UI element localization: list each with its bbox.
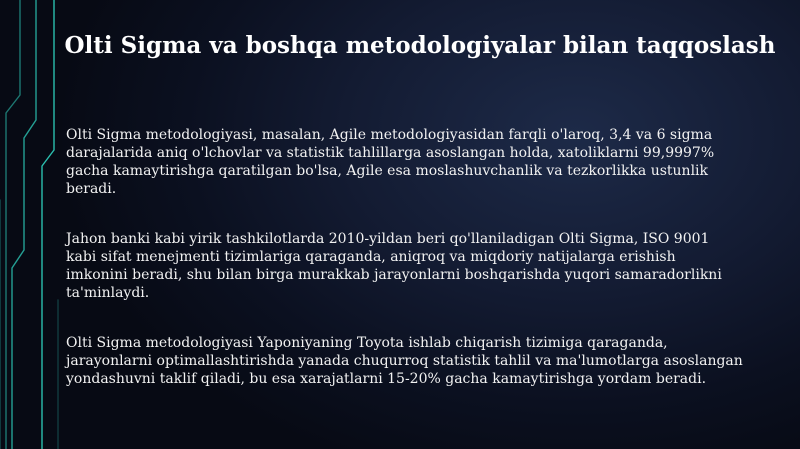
paragraph: Olti Sigma metodologiyasi Yaponiyaning Toyota ishlab chiqarish tizimiga qaraganda, jarayonlarni optimallashtirishda yanada chuqurroq statistik tahlil va ma'lumotlarga asoslangan yondashuvni taklif qiladi, bu esa xarajatlarni 15-20% gacha kamaytirishga yordam beradi. (66, 335, 743, 387)
paragraph: Olti Sigma metodologiyasi, masalan, Agile metodologiyasidan farqli o'laroq, 3,4 va 6 sigma darajalarida aniq o'lchovlar va statistik tahlillarga asoslangan holda, xatoliklarni 99,9997% gacha kamaytirishga qaratilgan bo'lsa, Agile esa moslashuvchanlik va tezkorlikka ustunlik beradi. (66, 127, 715, 197)
circuit-line (42, 0, 54, 449)
slide-title: Olti Sigma va boshqa metodologiyalar bilan taqqoslash (64, 32, 776, 59)
circuit-line (12, 0, 36, 449)
paragraph: Jahon banki kabi yirik tashkilotlarda 2010-yildan beri qo'llaniladigan Olti Sigma, ISO 9001 kabi sifat menejmenti tizimlariga qaraganda, aniqroq va miqdoriy natijalarga erishish imkonini beradi, shu bilan birga murakkab jarayonlarni boshqarishda yuqori samaradorlikni ta'minlaydi. (66, 231, 722, 301)
circuit-line (6, 0, 20, 449)
